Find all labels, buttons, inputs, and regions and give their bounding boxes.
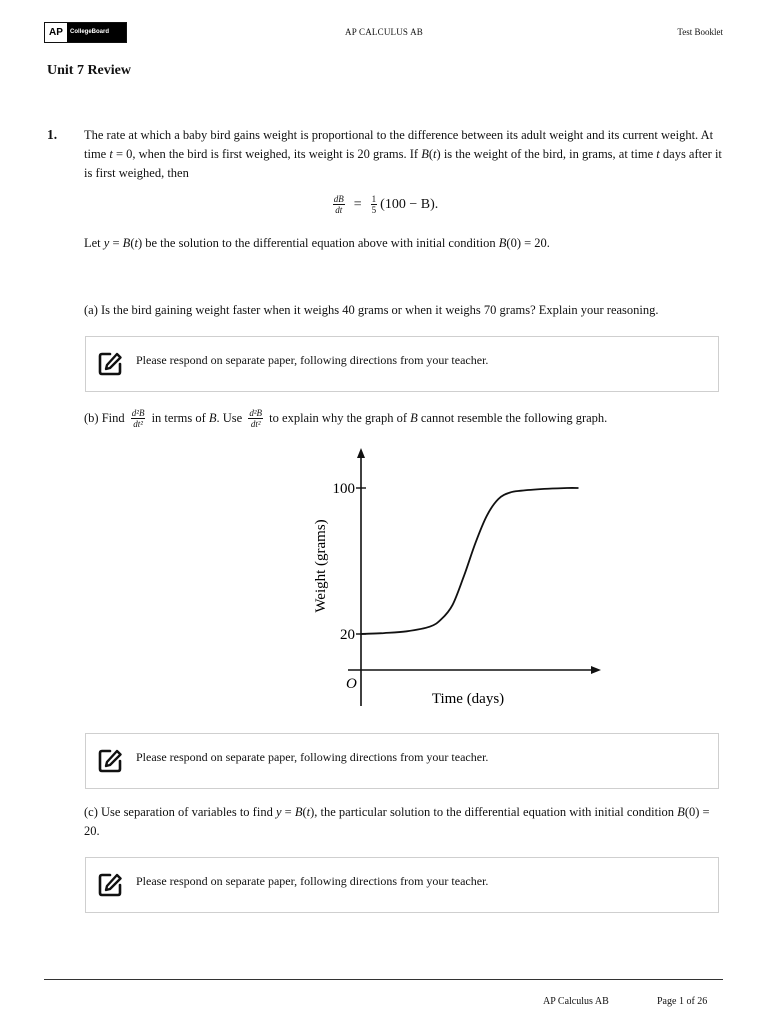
footer-page-number: Page 1 of 26 [657,996,708,1007]
response-box-c[interactable] [85,857,719,913]
logo-ap-text: AP [45,23,67,42]
footer-divider [44,979,723,980]
question-number: 1. [47,127,58,142]
response-instruction: Please respond on separate paper, following directions from your teacher. [136,750,489,764]
solution-definition: Let y = B(t) be the solution to the differential equation above with initial condition B(0) = 20. [84,236,550,250]
origin-label: O [346,676,357,692]
part-c-prompt: (c) Use separation of variables to find y = B(t), the particular solution to the differential equation with initial condition B(0) = 20. [84,805,710,838]
header-course-title: AP CALCULUS AB [345,27,423,37]
edit-icon [97,872,123,898]
y-tick-label: 100 [332,481,355,497]
part-a-prompt: (a) Is the bird gaining weight faster when it weighs 40 grams or when it weighs 70 grams? Explain your reasoning. [84,303,659,317]
weight-curve [361,488,579,634]
logo-brand-text: CollegeBoard [67,23,126,42]
part-b-prompt: (b) Find $\frac{\text{d²B}}{\text{dt²}}$ in terms of B . Use $\frac{\text{d²B}}{\text{dt²}}$ to explain why the graph of B cannot resemble the following graph. [84,408,608,429]
response-box-b[interactable] [85,733,719,789]
edit-icon [97,351,123,377]
response-instruction: Please respond on separate paper, following directions from your teacher. [136,874,489,888]
x-axis-label: Time (days) [431,691,505,707]
header-booklet-label: Test Booklet [677,27,723,37]
footer-course: AP Calculus AB [543,996,609,1007]
page-title: Unit 7 Review [47,63,131,78]
y-axis-label: Weight (grams) [313,519,329,613]
edit-icon [97,748,123,774]
response-box-a[interactable] [85,336,719,392]
x-axis-arrow [591,666,601,674]
y-axis-arrow [357,448,365,458]
weight-vs-time-graph [298,444,608,712]
response-instruction: Please respond on separate paper, following directions from your teacher. [136,353,489,367]
question-intro: The rate at which a baby bird gains weight is proportional to the difference between its adult weight and its current weight. At time t = 0, when the bird is first weighed, its weight is 20 grams. If B(t) is the weight of the bird, in grams, at time t days after it is first weighed, then [84,128,722,180]
y-tick-label: 20 [340,627,355,643]
differential-equation: $\frac{dB}{dt}$ = $\frac{1}{5}$ (100 − B). [333,194,439,215]
